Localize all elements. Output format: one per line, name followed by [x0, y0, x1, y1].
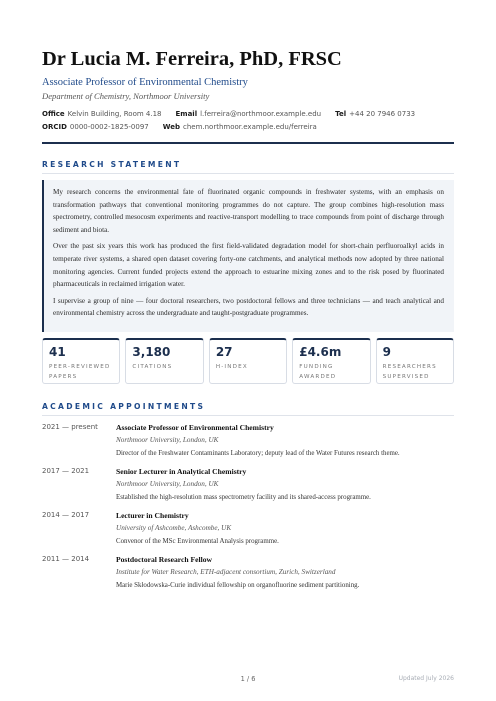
- office-value: Kelvin Building, Room 4.18: [67, 110, 162, 118]
- metric-value: 27: [215, 345, 233, 359]
- research-statement: [42, 180, 454, 332]
- metric-value: 9: [382, 345, 391, 359]
- contact-orcid[interactable]: [42, 123, 149, 131]
- appointment-description: Established the high-resolution mass spectrometry facility and its shared-access programme.: [116, 494, 371, 501]
- appointment-dates: 2011 — 2014: [42, 555, 90, 563]
- metric-card-funding: [292, 338, 370, 384]
- web-label: Web: [162, 123, 180, 131]
- appointment-institution: University of Ashcombe, Ashcombe, UK: [116, 524, 232, 532]
- updated-date: Updated July 2026: [398, 675, 454, 682]
- appointment-details: [116, 422, 454, 460]
- email-label: Email: [175, 110, 198, 118]
- appointment-entry: [42, 466, 454, 504]
- metric-label: PEER-REVIEWED PAPERS: [49, 364, 111, 380]
- appointment-details: [116, 510, 454, 548]
- contact-row-secondary: [42, 123, 317, 131]
- appointments-list: [42, 422, 454, 598]
- appointment-dates: 2017 — 2021: [42, 467, 90, 475]
- tel-value: +44 20 7946 0733: [349, 110, 416, 118]
- metric-label: RESEARCHERS SUPERVISED: [382, 364, 437, 380]
- metrics-row: [42, 338, 454, 384]
- contact-tel: [335, 110, 415, 118]
- appointment-details: [116, 554, 454, 592]
- appointment-description: Director of the Freshwater Contaminants Laboratory; deputy lead of the Water Futures research theme.: [116, 450, 400, 457]
- appointment-title: Postdoctoral Research Fellow: [116, 555, 213, 564]
- research-statement-heading: RESEARCH STATEMENT: [42, 160, 182, 169]
- header-divider: [42, 142, 454, 144]
- appointment-dates: 2021 — present: [42, 423, 98, 431]
- appointment-entry: [42, 510, 454, 548]
- appointment-details: [116, 466, 454, 504]
- metric-value: £4.6m: [299, 345, 342, 359]
- appointment-title: Associate Professor of Environmental Chemistry: [116, 423, 274, 432]
- metric-value: 3,180: [132, 345, 171, 359]
- metric-card-citations: [125, 338, 203, 384]
- email-link[interactable]: l.ferreira@northmoor.example.edu: [200, 110, 322, 118]
- contact-email[interactable]: [176, 110, 322, 118]
- appointment-entry: [42, 554, 454, 592]
- contact-web[interactable]: [163, 123, 317, 131]
- appointments-rule: [42, 415, 454, 416]
- appointment-description: Marie Skłodowska-Curie individual fellowship on organofluorine sediment partitioning.: [116, 582, 360, 589]
- orcid-link[interactable]: 0000-0002-1825-0097: [69, 123, 149, 131]
- statement-paragraph: My research concerns the environmental fate of fluorinated organic compounds in freshwater systems, with an emphasis on transformation pathways that conventional monitoring programmes do not capture. The group combines high-resolution mass spectrometry, controlled mesocosm experiments and reactive-transport modelling to trace compounds from point of discharge through sediment and biota.: [53, 188, 444, 234]
- orcid-label: ORCID: [42, 123, 67, 131]
- contact-office: [42, 110, 162, 118]
- statement-paragraph: Over the past six years this work has produced the first field-validated degradation model for short-chain perfluoroalkyl acids in temperate river systems, a shared open dataset covering forty-one catchments, and analytical methods now adopted by three national monitoring agencies. Current funded projects extend the approach to estuarine mixing zones and to the risk posed by fluorinated pharmaceuticals in reclaimed irrigation water.: [53, 242, 444, 289]
- appointment-dates: 2014 — 2017: [42, 511, 90, 519]
- appointment-title: Senior Lecturer in Analytical Chemistry: [116, 467, 247, 476]
- metric-label: H-INDEX: [215, 364, 248, 370]
- appointment-institution: Institute for Water Research, ETH-adjacent consortium, Zurich, Switzerland: [116, 568, 336, 576]
- appointment-entry: [42, 422, 454, 460]
- research-statement-rule: [42, 173, 454, 174]
- metric-label: CITATIONS: [132, 364, 173, 370]
- metric-card-researchers: [376, 338, 454, 384]
- page-number: 1 / 6: [240, 675, 256, 683]
- metric-value: 41: [49, 345, 66, 359]
- contact-row-primary: [42, 110, 415, 118]
- appointments-heading: ACADEMIC APPOINTMENTS: [42, 402, 206, 411]
- office-label: Office: [42, 110, 65, 118]
- appointment-title: Lecturer in Chemistry: [116, 511, 189, 520]
- metric-card-h-index: [209, 338, 287, 384]
- appointment-description: Convenor of the MSc Environmental Analysis programme.: [116, 538, 279, 545]
- metric-card-papers: [42, 338, 120, 384]
- page-title: Dr Lucia M. Ferreira, PhD, FRSC: [42, 48, 342, 70]
- statement-paragraph: I supervise a group of nine — four doctoral researchers, two postdoctoral fellows and three technicians — and teach analytical and environmental chemistry across the undergraduate and taught-postgraduate programmes.: [53, 296, 444, 318]
- appointment-institution: Northmoor University, London, UK: [116, 436, 219, 444]
- appointment-institution: Northmoor University, London, UK: [116, 480, 219, 488]
- metric-label: FUNDING AWARDED: [299, 364, 337, 380]
- web-link[interactable]: chem.northmoor.example.edu/ferreira: [182, 123, 317, 131]
- department: Department of Chemistry, Northmoor University: [42, 91, 210, 101]
- job-title: Associate Professor of Environmental Chemistry: [42, 77, 248, 88]
- tel-label: Tel: [335, 110, 347, 118]
